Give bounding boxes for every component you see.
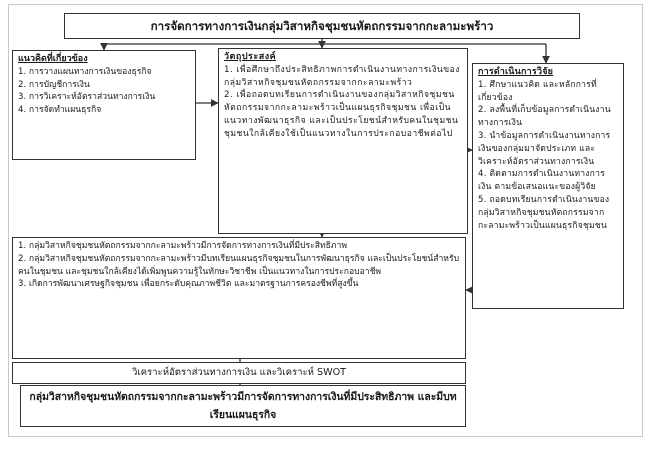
operations-item: 3. นำข้อมูลการดำเนินงานทางการเงินของกลุ่มมาจัดประเภท และวิเคราะห์อัตราส่วนทางการเงิน — [478, 130, 611, 167]
guidelines-item: 2. การบัญชีการเงิน — [18, 79, 90, 90]
conclusion-box: กลุ่มวิสาหกิจชุมชนหัตถกรรมจากกะลามะพร้าวมีการจัดการทางการเงินที่มีประสิทธิภาพ และมีบทเรียนแผนธุรกิจ — [20, 385, 466, 427]
objectives-item: 2. เพื่อถอดบทเรียนการดำเนินงานของกลุ่มวิสาหกิจชุมชนหัตถกรรมจากกะลามะพร้าวเป็นแผนธุรกิจชุมชน เพื่อเป็นแนวทางพัฒนาธุรกิจ และเป็นประโยชน์สำหรับคนในชุมชน ชุมชนใกล้เคียงใช้เป็นแนวทางในการประกอบอาชีพต่อไป — [224, 90, 459, 139]
guidelines-item: 3. การวิเคราะห์อัตราส่วนทางการเงิน — [18, 92, 156, 103]
results-item: 3. เกิดการพัฒนาเศรษฐกิจชุมชน เพื่อยกระดับคุณภาพชีวิต และมาตรฐานการครองชีพที่สูงขึ้น — [18, 279, 359, 290]
results-item: 2. กลุ่มวิสาหกิจชุมชนหัตถกรรมจากกะลามะพร้าวมีบทเรียนแผนธุรกิจชุมชนในการพัฒนาธุรกิจ และเป็นประโยชน์สำหรับคนในชุมชน และชุมชนใกล้เคียงได้เพิ่มพูนความรู้ในทักษะวิชาชีพ เป็นแนวทางในการประกอบอาชีพ — [18, 253, 460, 277]
guidelines-item: 1. การวางแผนทางการเงินของธุรกิจ — [18, 66, 152, 77]
operations-heading: การดำเนินการวิจัย — [478, 67, 554, 77]
results-box — [12, 237, 466, 359]
objectives-item: 1. เพื่อศึกษาถึงประสิทธิภาพการดำเนินงานทางการเงินของกลุ่มวิสาหกิจชุมชนหัตถกรรมจากกะลามะพร้าว — [224, 64, 460, 88]
operations-item: 4. ติดตามการดำเนินงานทางการเงิน ตามข้อเสนอแนะของผู้วิจัย — [478, 169, 605, 193]
operations-item: 1. ศึกษาแนวคิด และหลักการที่เกี่ยวข้อง — [478, 79, 597, 103]
guidelines-item: 4. การจัดทำแผนธุรกิจ — [18, 105, 102, 116]
operations-item: 2. ลงพื้นที่เก็บข้อมูลการดำเนินงานทางการเงิน — [478, 105, 611, 129]
analysis-box: วิเคราะห์อัตราส่วนทางการเงิน และวิเคราะห์ SWOT — [12, 362, 466, 384]
results-item: 1. กลุ่มวิสาหกิจชุมชนหัตถกรรมจากกะลามะพร้าวมีการจัดการทางการเงินที่มีประสิทธิภาพ — [18, 241, 348, 251]
guidelines-heading: แนวคิดที่เกี่ยวข้อง — [18, 54, 88, 64]
guidelines-box — [12, 50, 196, 160]
objectives-heading: วัตถุประสงค์ — [224, 52, 277, 62]
operations-box — [472, 63, 624, 309]
operations-item: 5. ถอดบทเรียนการดำเนินงานของกลุ่มวิสาหกิจชุมชนหัตถกรรมจากกะลามะพร้าวเป็นแผนธุรกิจชุมชน — [478, 194, 610, 231]
objectives-box — [218, 48, 468, 234]
diagram-title: การจัดการทางการเงินกลุ่มวิสาหกิจชุมชนหัตถกรรมจากกะลามะพร้าว — [64, 13, 580, 39]
